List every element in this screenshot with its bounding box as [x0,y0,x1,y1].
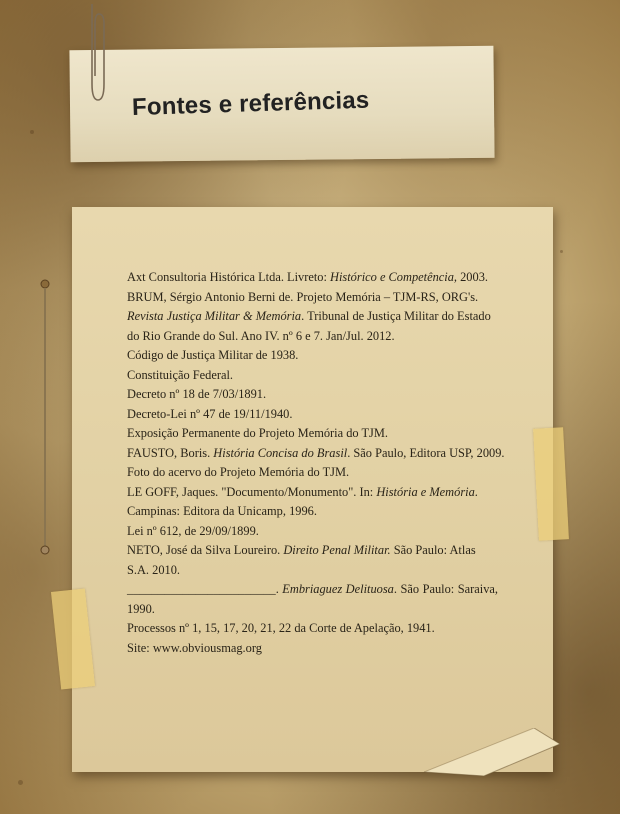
reference-item: FAUSTO, Boris. História Concisa do Brasil. São Paulo, Editora USP, 2009. [127,445,505,460]
tape-right [533,427,569,540]
background-speck [560,250,563,253]
page-title: Fontes e referências [131,86,370,122]
reference-item: BRUM, Sérgio Antonio Berni de. Projeto Memória – TJM-RS, ORG's. [127,289,479,304]
reference-item: Constituição Federal. [127,367,233,382]
reference-item: Exposição Permanente do Projeto Memória do TJM. [127,426,388,440]
reference-item: Site: www.obviousmag.org [127,640,262,655]
reference-item: Revista Justiça Militar & Memória. Tribunal de Justiça Militar do Estado do Rio Grande do Sul. Ano IV. nº 6 e 7. Jan/Jul. 2012. [127,309,491,343]
reference-item: Processos nº 1, 15, 17, 20, 21, 22 da Corte de Apelação, 1941. [127,621,435,635]
reference-item: Lei nº 612, de 29/09/1899. [127,523,259,538]
reference-item: NETO, José da Silva Loureiro. Direito Penal Militar. São Paulo: Atlas S.A. 2010. [127,543,476,577]
reference-item: Decreto-Lei nº 47 de 19/11/1940. [127,406,293,421]
paperclip-icon [86,4,106,104]
background-speck [30,130,34,134]
title-card [69,46,494,162]
pin-icon [40,278,50,556]
folded-corner [424,728,560,776]
reference-item: Decreto nº 18 de 7/03/1891. [127,387,267,401]
reference-item: LE GOFF, Jaques. "Documento/Monumento". In: História e Memória. Campinas: Editora da Unicamp, 1996. [127,484,478,518]
reference-item: Foto do acervo do Projeto Memória do TJM. [127,465,350,479]
background-speck [18,780,23,785]
reference-item: ________________________. Embriaguez Delituosa. São Paulo: Saraiva, 1990. [127,582,498,616]
reference-item: Axt Consultoria Histórica Ltda. Livreto: Histórico e Competência, 2003. [127,270,488,284]
reference-list [127,268,505,658]
reference-item: Código de Justiça Militar de 1938. [127,348,299,362]
